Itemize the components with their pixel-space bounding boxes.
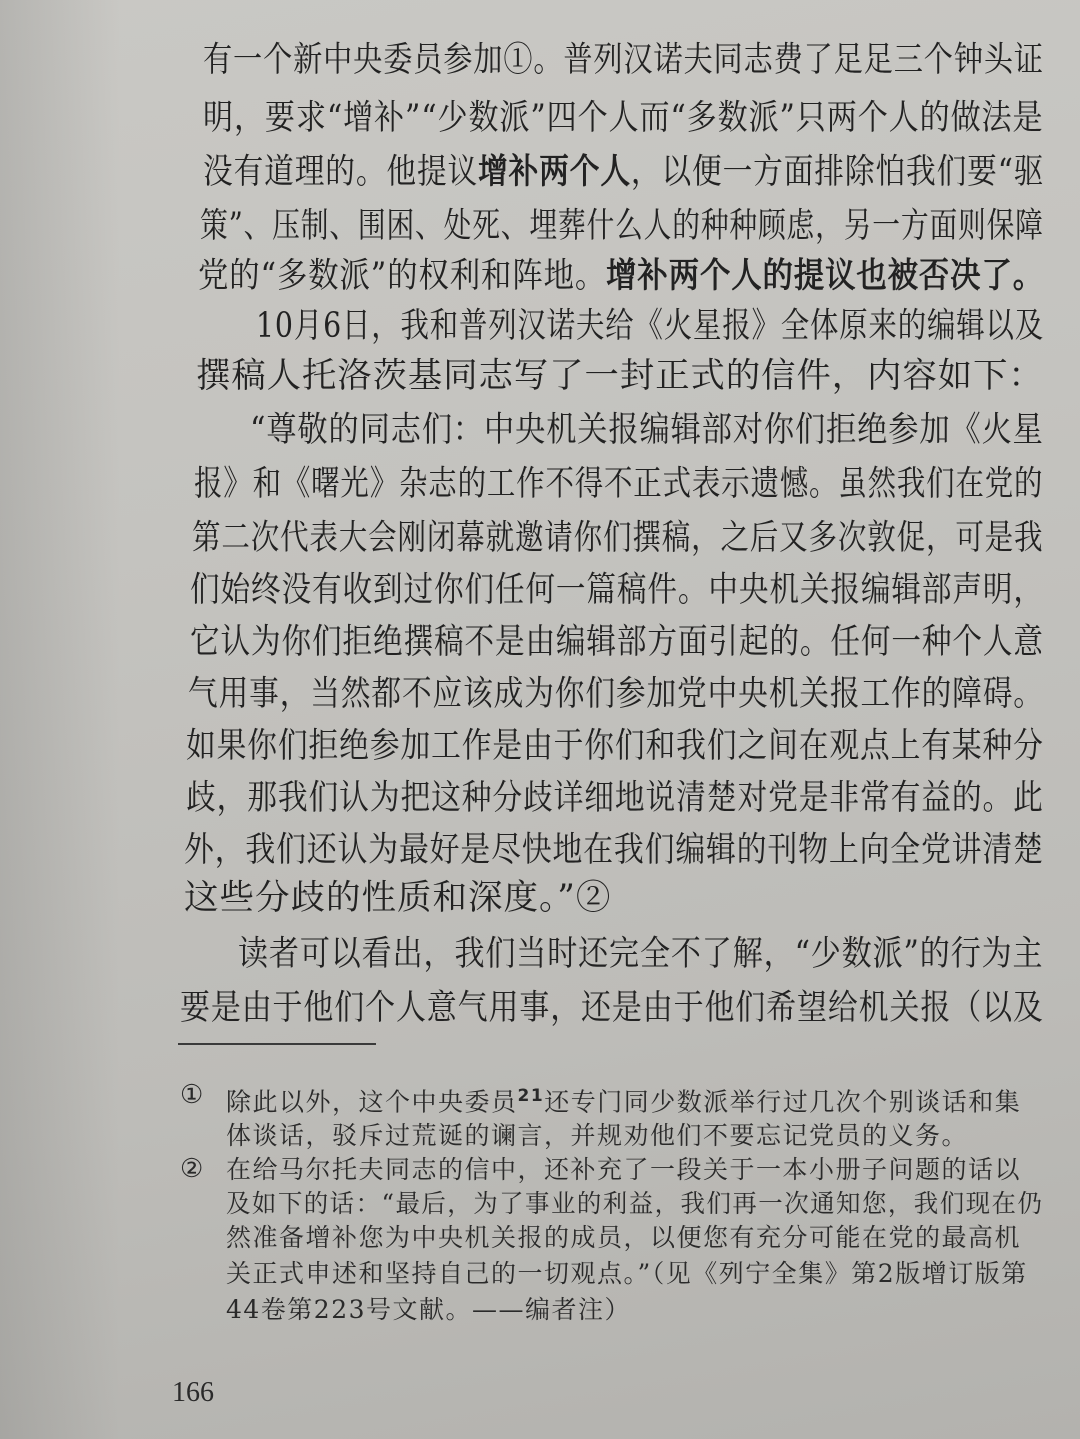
footnote-2-line-3: 然准备增补您为中央机关报的成员，以便您有充分可能在党的最高机 [226,1223,1022,1252]
body-text: 没有道理的。他提议 [203,152,479,192]
footnote-marker-1: ① [180,1080,204,1110]
emphasized-text: 增补两个人的提议也被否决了。 [606,256,1045,296]
body-line-4: 策”、压制、围困、处死、埋葬什么人的种种顾虑，另一方面则保障 [200,206,1044,246]
body-line-15: 歧，那我们认为把这种分歧详细地说清楚对党是非常有益的。此 [186,778,1044,818]
footnote-marker-2: ② [180,1154,204,1184]
footnote-2-line-4: 关正式申述和坚持自己的一切观点。”（见《列宁全集》第2版增订版第 [226,1259,1028,1288]
body-line-5 [198,256,1044,296]
body-line-6: 10月6日，我和普列汉诺夫给《火星报》全体原来的编辑以及 [256,306,1045,346]
page-number: 166 [172,1377,214,1408]
body-line-19: 要是由于他们个人意气用事，还是由于他们希望给机关报（以及 [180,988,1044,1028]
footnote-1-line-1 [226,1080,1021,1118]
body-line-17: 这些分歧的性质和深度。”② [184,878,612,918]
body-line-3 [203,152,1044,192]
footnote-2-line-5: 44卷第223号文献。——编者注） [226,1295,632,1324]
page-shadow [0,0,120,1439]
body-line-12: 它认为你们拒绝撰稿不是由编辑部方面引起的。任何一种个人意 [190,622,1044,662]
note-reference: 21 [517,1086,545,1106]
body-line-10: 第二次代表大会刚闭幕就邀请你们撰稿，之后又多次敦促，可是我 [192,518,1044,558]
footnote-2-line-1: 在给马尔托夫同志的信中，还补充了一段关于一本小册子问题的话以 [226,1155,1022,1184]
body-line-7: 撰稿人托洛茨基同志写了一封正式的信件，内容如下： [196,356,1044,396]
body-line-18: 读者可以看出，我们当时还完全不了解，“少数派”的行为主 [238,934,1044,974]
footnote-2-line-2: 及如下的话：“最后，为了事业的利益，我们再一次通知您，我们现在仍 [226,1189,1044,1218]
footnote-text: 除此以外，这个中央委员 [226,1087,518,1117]
body-line-8: “尊敬的同志们：中央机关报编辑部对你们拒绝参加《火星 [250,410,1044,450]
body-line-9: 报》和《曙光》杂志的工作不得不正式表示遗憾。虽然我们在党的 [194,464,1044,504]
body-line-14: 如果你们拒绝参加工作是由于你们和我们之间在观点上有某种分 [186,726,1044,766]
footnote-text: 还专门同少数派举行过几次个别谈话和集 [544,1087,1022,1117]
footnote-1-line-2: 体谈话，驳斥过荒诞的谰言，并规劝他们不要忘记党员的义务。 [226,1121,969,1150]
emphasized-text: 增补两个人 [478,152,631,192]
body-line-1: 有一个新中央委员参加①。普列汉诺夫同志费了足足三个钟头证 [203,40,1044,80]
footnote-separator [178,1043,376,1045]
body-line-11: 们始终没有收到过你们任何一篇稿件。中央机关报编辑部声明， [190,570,1044,610]
body-line-13: 气用事，当然都不应该成为你们参加党中央机关报工作的障碍。 [188,674,1044,714]
body-text: ，以便一方面排除怕我们要“驱 [630,152,1045,192]
body-line-2: 明，要求“增补”“少数派”四个人而“多数派”只两个人的做法是 [203,98,1044,138]
body-line-16: 外，我们还认为最好是尽快地在我们编辑的刊物上向全党讲清楚 [184,830,1044,870]
body-text: 党的“多数派”的权利和阵地。 [198,256,607,296]
